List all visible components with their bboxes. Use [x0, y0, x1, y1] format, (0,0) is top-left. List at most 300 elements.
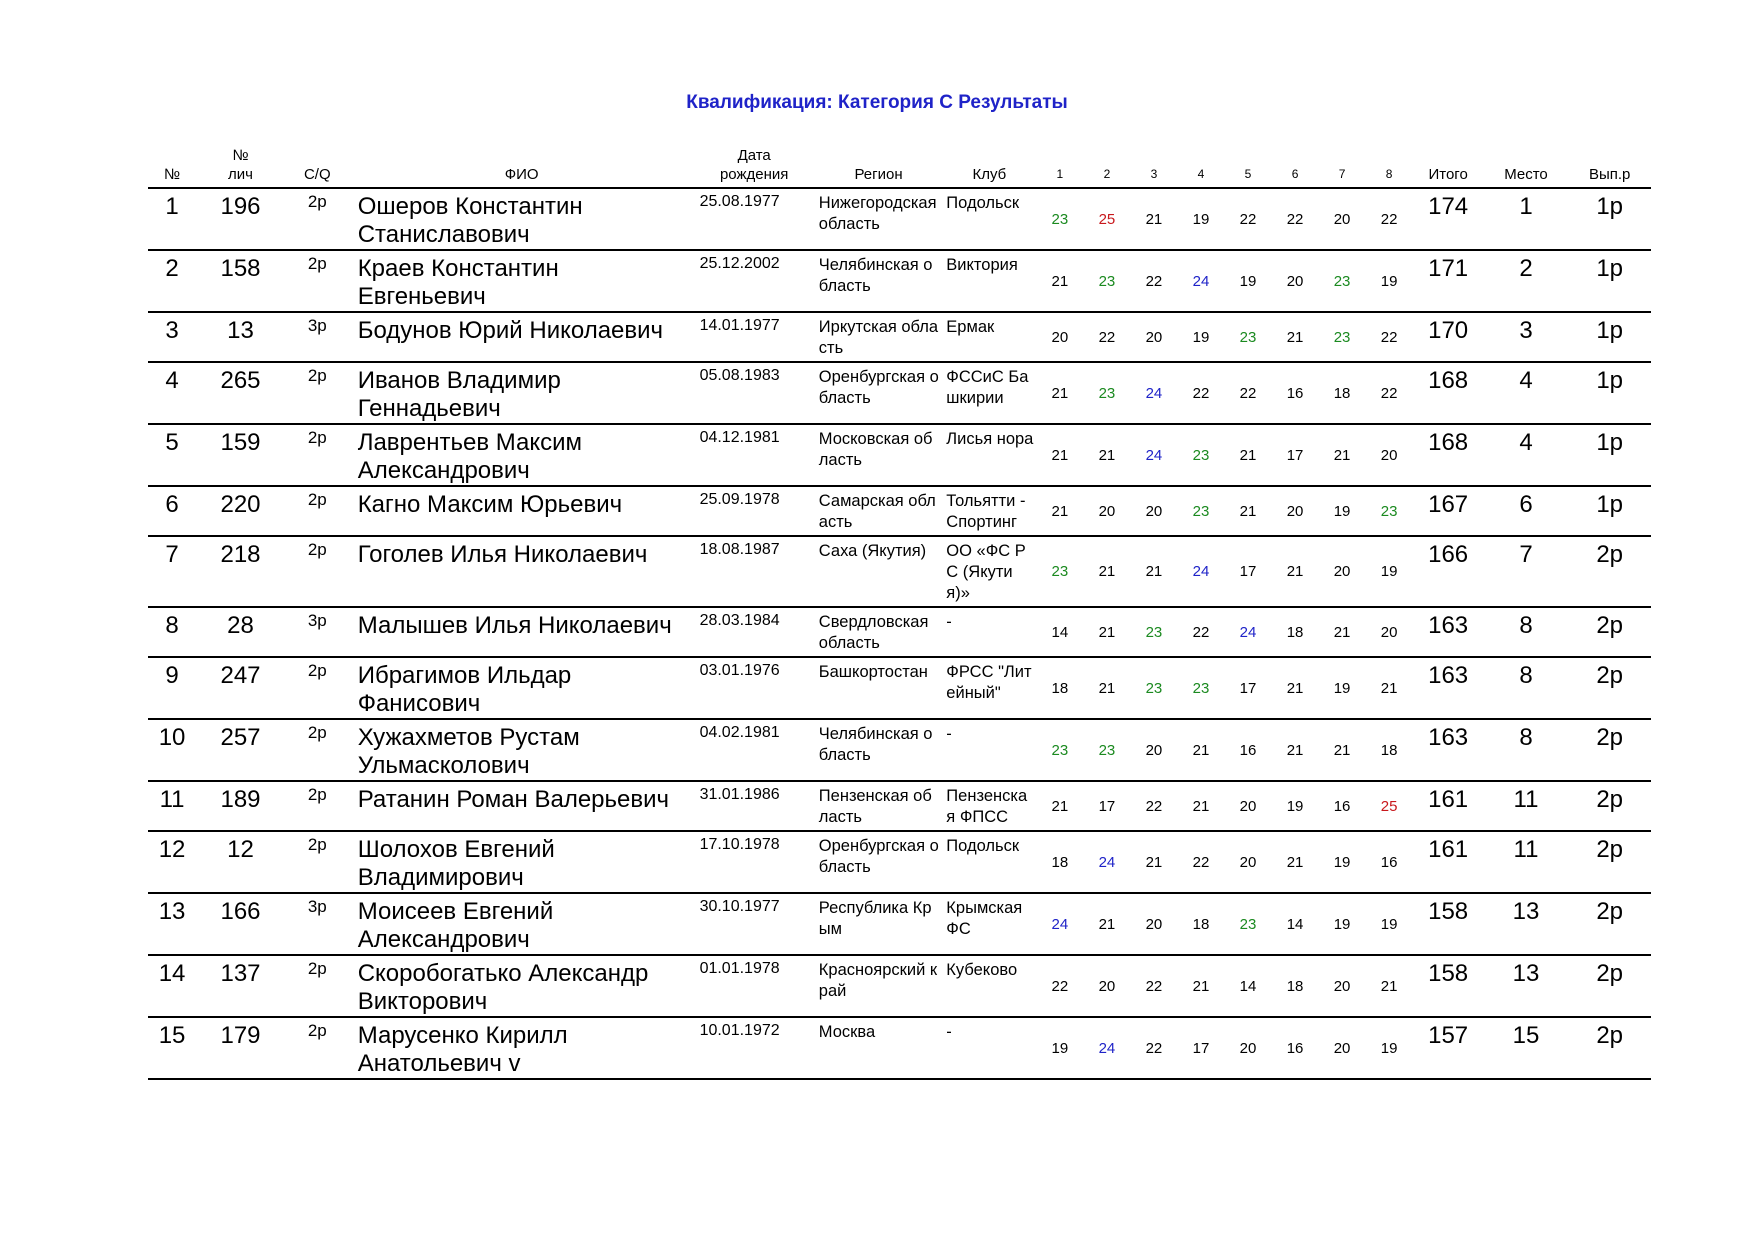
cell-club: - [942, 719, 1036, 781]
cell-cq: 2р [285, 486, 350, 536]
col-header-round-2: 2 [1083, 146, 1130, 188]
cell-dob: 25.09.1978 [694, 486, 815, 536]
cell-round-8-score: 19 [1366, 250, 1413, 312]
cell-region: Москва [815, 1017, 943, 1079]
cell-round-2-score: 23 [1083, 719, 1130, 781]
cell-num: 15 [148, 1017, 196, 1079]
cell-round-3-score: 24 [1130, 362, 1177, 424]
cell-rank: 2р [1568, 719, 1651, 781]
col-header-fio: ФИО [350, 146, 694, 188]
cell-round-7-score: 20 [1319, 1017, 1366, 1079]
cell-round-7-score: 19 [1319, 831, 1366, 893]
cell-round-2-score: 21 [1083, 536, 1130, 607]
cell-round-2-score: 22 [1083, 312, 1130, 362]
cell-round-1-score: 21 [1036, 424, 1083, 486]
cell-round-2-score: 20 [1083, 486, 1130, 536]
cell-total: 174 [1413, 188, 1484, 250]
cell-place: 8 [1484, 719, 1569, 781]
cell-dob: 14.01.1977 [694, 312, 815, 362]
cell-num: 5 [148, 424, 196, 486]
cell-round-6-score: 21 [1272, 536, 1319, 607]
col-header-total: Итого [1413, 146, 1484, 188]
cell-round-3-score: 21 [1130, 536, 1177, 607]
cell-num: 14 [148, 955, 196, 1017]
cell-place: 13 [1484, 955, 1569, 1017]
cell-dob: 17.10.1978 [694, 831, 815, 893]
table-row [148, 607, 1651, 657]
cell-rank: 2р [1568, 781, 1651, 831]
cell-place: 11 [1484, 831, 1569, 893]
cell-dob: 04.12.1981 [694, 424, 815, 486]
cell-num: 12 [148, 831, 196, 893]
cell-round-5-score: 22 [1224, 188, 1271, 250]
cell-fio: Бодунов Юрий Николаевич [350, 312, 694, 362]
cell-fio: Скоробогатько Александр Викторович [350, 955, 694, 1017]
cell-round-8-score: 20 [1366, 424, 1413, 486]
table-row [148, 188, 1651, 250]
cell-total: 163 [1413, 657, 1484, 719]
cell-round-7-score: 18 [1319, 362, 1366, 424]
cell-lich: 159 [196, 424, 285, 486]
cell-round-2-score: 23 [1083, 250, 1130, 312]
cell-lich: 137 [196, 955, 285, 1017]
cell-round-2-score: 25 [1083, 188, 1130, 250]
cell-round-1-score: 21 [1036, 362, 1083, 424]
cell-round-1-score: 21 [1036, 250, 1083, 312]
cell-fio: Гоголев Илья Николаевич [350, 536, 694, 607]
cell-round-7-score: 19 [1319, 486, 1366, 536]
cell-lich: 218 [196, 536, 285, 607]
cell-dob: 28.03.1984 [694, 607, 815, 657]
cell-round-5-score: 23 [1224, 312, 1271, 362]
cell-lich: 220 [196, 486, 285, 536]
cell-round-4-score: 22 [1177, 607, 1224, 657]
cell-club: - [942, 607, 1036, 657]
cell-total: 161 [1413, 781, 1484, 831]
cell-round-7-score: 23 [1319, 250, 1366, 312]
cell-fio: Ибрагимов Ильдар Фанисович [350, 657, 694, 719]
cell-lich: 13 [196, 312, 285, 362]
cell-lich: 247 [196, 657, 285, 719]
col-header-region: Регион [815, 146, 943, 188]
cell-cq: 3р [285, 893, 350, 955]
cell-total: 170 [1413, 312, 1484, 362]
cell-total: 161 [1413, 831, 1484, 893]
cell-round-4-score: 21 [1177, 955, 1224, 1017]
table-row [148, 831, 1651, 893]
cell-cq: 2р [285, 657, 350, 719]
cell-rank: 2р [1568, 607, 1651, 657]
cell-lich: 257 [196, 719, 285, 781]
cell-round-5-score: 17 [1224, 657, 1271, 719]
cell-cq: 2р [285, 781, 350, 831]
cell-club: Лисья нора [942, 424, 1036, 486]
cell-round-2-score: 24 [1083, 831, 1130, 893]
results-table [148, 146, 1651, 1080]
cell-round-2-score: 21 [1083, 607, 1130, 657]
cell-rank: 1р [1568, 362, 1651, 424]
cell-num: 1 [148, 188, 196, 250]
cell-num: 7 [148, 536, 196, 607]
page-title: Квалификация: Категория С Результаты [686, 92, 1068, 113]
cell-round-1-score: 14 [1036, 607, 1083, 657]
cell-fio: Ратанин Роман Валерьевич [350, 781, 694, 831]
cell-cq: 2р [285, 831, 350, 893]
cell-round-5-score: 24 [1224, 607, 1271, 657]
cell-lich: 265 [196, 362, 285, 424]
cell-round-8-score: 22 [1366, 188, 1413, 250]
cell-round-4-score: 19 [1177, 188, 1224, 250]
cell-num: 4 [148, 362, 196, 424]
cell-club: ОО «ФС РС (Якутия)» [942, 536, 1036, 607]
cell-round-2-score: 21 [1083, 657, 1130, 719]
cell-round-4-score: 24 [1177, 250, 1224, 312]
cell-place: 6 [1484, 486, 1569, 536]
cell-fio: Моисеев Евгений Александрович [350, 893, 694, 955]
cell-round-1-score: 19 [1036, 1017, 1083, 1079]
cell-region: Нижегородская область [815, 188, 943, 250]
cell-club: Крымская ФС [942, 893, 1036, 955]
cell-num: 8 [148, 607, 196, 657]
col-header-round-1: 1 [1036, 146, 1083, 188]
cell-round-5-score: 21 [1224, 424, 1271, 486]
cell-total: 158 [1413, 893, 1484, 955]
cell-place: 11 [1484, 781, 1569, 831]
cell-region: Оренбургская область [815, 831, 943, 893]
cell-place: 8 [1484, 657, 1569, 719]
col-header-place: Место [1484, 146, 1569, 188]
cell-place: 3 [1484, 312, 1569, 362]
cell-num: 11 [148, 781, 196, 831]
cell-round-6-score: 21 [1272, 719, 1319, 781]
cell-lich: 196 [196, 188, 285, 250]
col-header-rank: Вып.р [1568, 146, 1651, 188]
cell-round-1-score: 23 [1036, 188, 1083, 250]
cell-round-5-score: 14 [1224, 955, 1271, 1017]
cell-round-4-score: 19 [1177, 312, 1224, 362]
cell-round-7-score: 21 [1319, 719, 1366, 781]
col-header-lich: № лич [196, 146, 285, 188]
cell-dob: 30.10.1977 [694, 893, 815, 955]
cell-round-1-score: 24 [1036, 893, 1083, 955]
cell-round-8-score: 25 [1366, 781, 1413, 831]
cell-fio: Марусенко Кирилл Анатольевич v [350, 1017, 694, 1079]
cell-dob: 01.01.1978 [694, 955, 815, 1017]
cell-rank: 1р [1568, 250, 1651, 312]
cell-round-2-score: 24 [1083, 1017, 1130, 1079]
cell-club: Виктория [942, 250, 1036, 312]
table-row [148, 719, 1651, 781]
cell-round-6-score: 19 [1272, 781, 1319, 831]
cell-round-1-score: 23 [1036, 719, 1083, 781]
cell-rank: 2р [1568, 955, 1651, 1017]
cell-round-3-score: 20 [1130, 312, 1177, 362]
col-header-club: Клуб [942, 146, 1036, 188]
cell-cq: 2р [285, 362, 350, 424]
cell-round-6-score: 22 [1272, 188, 1319, 250]
cell-region: Саха (Якутия) [815, 536, 943, 607]
cell-fio: Хужахметов Рустам Ульмасколович [350, 719, 694, 781]
table-row [148, 250, 1651, 312]
cell-round-1-score: 21 [1036, 781, 1083, 831]
cell-dob: 25.12.2002 [694, 250, 815, 312]
cell-place: 7 [1484, 536, 1569, 607]
cell-round-8-score: 23 [1366, 486, 1413, 536]
cell-round-5-score: 20 [1224, 831, 1271, 893]
cell-round-5-score: 22 [1224, 362, 1271, 424]
table-row [148, 1017, 1651, 1079]
cell-place: 15 [1484, 1017, 1569, 1079]
cell-round-5-score: 16 [1224, 719, 1271, 781]
cell-rank: 2р [1568, 893, 1651, 955]
cell-round-4-score: 21 [1177, 719, 1224, 781]
cell-club: Тольятти - Спортинг [942, 486, 1036, 536]
cell-lich: 158 [196, 250, 285, 312]
cell-fio: Иванов Владимир Геннадьевич [350, 362, 694, 424]
cell-round-7-score: 20 [1319, 188, 1366, 250]
col-header-round-4: 4 [1177, 146, 1224, 188]
cell-region: Оренбургская область [815, 362, 943, 424]
cell-round-7-score: 21 [1319, 607, 1366, 657]
cell-lich: 166 [196, 893, 285, 955]
cell-dob: 31.01.1986 [694, 781, 815, 831]
cell-num: 10 [148, 719, 196, 781]
cell-club: Ермак [942, 312, 1036, 362]
cell-round-8-score: 20 [1366, 607, 1413, 657]
cell-cq: 3р [285, 312, 350, 362]
cell-round-8-score: 21 [1366, 955, 1413, 1017]
cell-place: 4 [1484, 424, 1569, 486]
cell-round-3-score: 23 [1130, 657, 1177, 719]
cell-round-6-score: 18 [1272, 955, 1319, 1017]
cell-round-5-score: 19 [1224, 250, 1271, 312]
cell-round-8-score: 18 [1366, 719, 1413, 781]
cell-round-6-score: 21 [1272, 657, 1319, 719]
cell-dob: 04.02.1981 [694, 719, 815, 781]
cell-rank: 2р [1568, 657, 1651, 719]
cell-round-2-score: 20 [1083, 955, 1130, 1017]
cell-round-6-score: 16 [1272, 1017, 1319, 1079]
cell-num: 13 [148, 893, 196, 955]
cell-round-3-score: 20 [1130, 893, 1177, 955]
cell-round-7-score: 16 [1319, 781, 1366, 831]
cell-fio: Краев Константин Евгеньевич [350, 250, 694, 312]
results-body [148, 188, 1651, 1079]
cell-fio: Малышев Илья Николаевич [350, 607, 694, 657]
cell-num: 2 [148, 250, 196, 312]
cell-round-6-score: 16 [1272, 362, 1319, 424]
cell-fio: Кагно Максим Юрьевич [350, 486, 694, 536]
cell-total: 157 [1413, 1017, 1484, 1079]
cell-round-3-score: 24 [1130, 424, 1177, 486]
cell-round-2-score: 21 [1083, 893, 1130, 955]
cell-total: 168 [1413, 362, 1484, 424]
cell-round-7-score: 20 [1319, 955, 1366, 1017]
cell-club: Подольск [942, 188, 1036, 250]
cell-num: 3 [148, 312, 196, 362]
cell-round-5-score: 21 [1224, 486, 1271, 536]
cell-fio: Ошеров Константин Станиславович [350, 188, 694, 250]
cell-club: - [942, 1017, 1036, 1079]
cell-round-4-score: 23 [1177, 486, 1224, 536]
cell-region: Иркутская область [815, 312, 943, 362]
cell-region: Свердловская область [815, 607, 943, 657]
table-row [148, 955, 1651, 1017]
cell-rank: 1р [1568, 188, 1651, 250]
cell-dob: 25.08.1977 [694, 188, 815, 250]
table-row [148, 362, 1651, 424]
cell-round-1-score: 20 [1036, 312, 1083, 362]
cell-round-6-score: 14 [1272, 893, 1319, 955]
table-row [148, 893, 1651, 955]
cell-cq: 2р [285, 1017, 350, 1079]
table-row [148, 657, 1651, 719]
cell-total: 167 [1413, 486, 1484, 536]
cell-total: 168 [1413, 424, 1484, 486]
cell-round-8-score: 16 [1366, 831, 1413, 893]
cell-round-6-score: 17 [1272, 424, 1319, 486]
cell-dob: 18.08.1987 [694, 536, 815, 607]
cell-club: Кубеково [942, 955, 1036, 1017]
cell-round-1-score: 18 [1036, 831, 1083, 893]
cell-lich: 179 [196, 1017, 285, 1079]
cell-round-3-score: 21 [1130, 188, 1177, 250]
cell-region: Башкортостан [815, 657, 943, 719]
cell-rank: 2р [1568, 831, 1651, 893]
cell-round-6-score: 21 [1272, 312, 1319, 362]
cell-round-5-score: 23 [1224, 893, 1271, 955]
cell-round-7-score: 20 [1319, 536, 1366, 607]
cell-round-3-score: 22 [1130, 1017, 1177, 1079]
cell-round-3-score: 20 [1130, 719, 1177, 781]
cell-round-3-score: 20 [1130, 486, 1177, 536]
table-row [148, 312, 1651, 362]
col-header-round-6: 6 [1272, 146, 1319, 188]
table-row [148, 781, 1651, 831]
cell-club: Пензенская ФПСС [942, 781, 1036, 831]
cell-round-2-score: 21 [1083, 424, 1130, 486]
cell-round-5-score: 17 [1224, 536, 1271, 607]
cell-club: Подольск [942, 831, 1036, 893]
cell-place: 1 [1484, 188, 1569, 250]
cell-total: 163 [1413, 719, 1484, 781]
cell-rank: 1р [1568, 424, 1651, 486]
cell-round-4-score: 22 [1177, 362, 1224, 424]
table-row [148, 486, 1651, 536]
cell-region: Челябинская область [815, 250, 943, 312]
cell-lich: 189 [196, 781, 285, 831]
cell-round-7-score: 19 [1319, 657, 1366, 719]
col-header-round-3: 3 [1130, 146, 1177, 188]
cell-region: Пензенская область [815, 781, 943, 831]
cell-round-7-score: 21 [1319, 424, 1366, 486]
cell-round-8-score: 22 [1366, 362, 1413, 424]
cell-lich: 28 [196, 607, 285, 657]
table-row [148, 424, 1651, 486]
cell-round-6-score: 21 [1272, 831, 1319, 893]
cell-round-1-score: 22 [1036, 955, 1083, 1017]
cell-round-8-score: 19 [1366, 536, 1413, 607]
cell-round-8-score: 22 [1366, 312, 1413, 362]
col-header-cq: С/Q [285, 146, 350, 188]
cell-round-2-score: 17 [1083, 781, 1130, 831]
col-header-dob: Дата рождения [694, 146, 815, 188]
cell-round-3-score: 22 [1130, 250, 1177, 312]
cell-round-1-score: 23 [1036, 536, 1083, 607]
header-row [148, 146, 1651, 188]
cell-total: 163 [1413, 607, 1484, 657]
cell-cq: 2р [285, 955, 350, 1017]
cell-round-6-score: 20 [1272, 486, 1319, 536]
cell-club: ФРСС "Литейный" [942, 657, 1036, 719]
table-row [148, 536, 1651, 607]
cell-place: 8 [1484, 607, 1569, 657]
cell-round-8-score: 19 [1366, 893, 1413, 955]
cell-total: 171 [1413, 250, 1484, 312]
cell-round-4-score: 18 [1177, 893, 1224, 955]
cell-round-2-score: 23 [1083, 362, 1130, 424]
cell-rank: 2р [1568, 536, 1651, 607]
cell-region: Красноярский край [815, 955, 943, 1017]
cell-place: 2 [1484, 250, 1569, 312]
cell-total: 158 [1413, 955, 1484, 1017]
cell-dob: 05.08.1983 [694, 362, 815, 424]
col-header-round-8: 8 [1366, 146, 1413, 188]
cell-round-8-score: 21 [1366, 657, 1413, 719]
cell-club: ФССиС Башкирии [942, 362, 1036, 424]
cell-round-7-score: 19 [1319, 893, 1366, 955]
cell-dob: 03.01.1976 [694, 657, 815, 719]
cell-fio: Шолохов Евгений Владимирович [350, 831, 694, 893]
cell-cq: 2р [285, 536, 350, 607]
cell-round-6-score: 18 [1272, 607, 1319, 657]
cell-region: Московская область [815, 424, 943, 486]
cell-lich: 12 [196, 831, 285, 893]
cell-rank: 1р [1568, 312, 1651, 362]
cell-cq: 3р [285, 607, 350, 657]
cell-round-4-score: 22 [1177, 831, 1224, 893]
cell-round-5-score: 20 [1224, 781, 1271, 831]
cell-rank: 1р [1568, 486, 1651, 536]
cell-region: Самарская область [815, 486, 943, 536]
cell-cq: 2р [285, 719, 350, 781]
cell-round-4-score: 23 [1177, 424, 1224, 486]
cell-total: 166 [1413, 536, 1484, 607]
col-header-round-5: 5 [1224, 146, 1271, 188]
cell-round-3-score: 22 [1130, 955, 1177, 1017]
cell-region: Республика Крым [815, 893, 943, 955]
cell-round-6-score: 20 [1272, 250, 1319, 312]
cell-round-4-score: 24 [1177, 536, 1224, 607]
cell-rank: 2р [1568, 1017, 1651, 1079]
cell-round-3-score: 23 [1130, 607, 1177, 657]
cell-num: 6 [148, 486, 196, 536]
col-header-num: № [148, 146, 196, 188]
cell-round-3-score: 22 [1130, 781, 1177, 831]
cell-round-1-score: 18 [1036, 657, 1083, 719]
cell-place: 4 [1484, 362, 1569, 424]
cell-cq: 2р [285, 250, 350, 312]
cell-num: 9 [148, 657, 196, 719]
cell-fio: Лаврентьев Максим Александрович [350, 424, 694, 486]
cell-cq: 2р [285, 424, 350, 486]
cell-round-4-score: 23 [1177, 657, 1224, 719]
cell-round-4-score: 17 [1177, 1017, 1224, 1079]
cell-round-7-score: 23 [1319, 312, 1366, 362]
cell-place: 13 [1484, 893, 1569, 955]
cell-cq: 2р [285, 188, 350, 250]
cell-round-4-score: 21 [1177, 781, 1224, 831]
